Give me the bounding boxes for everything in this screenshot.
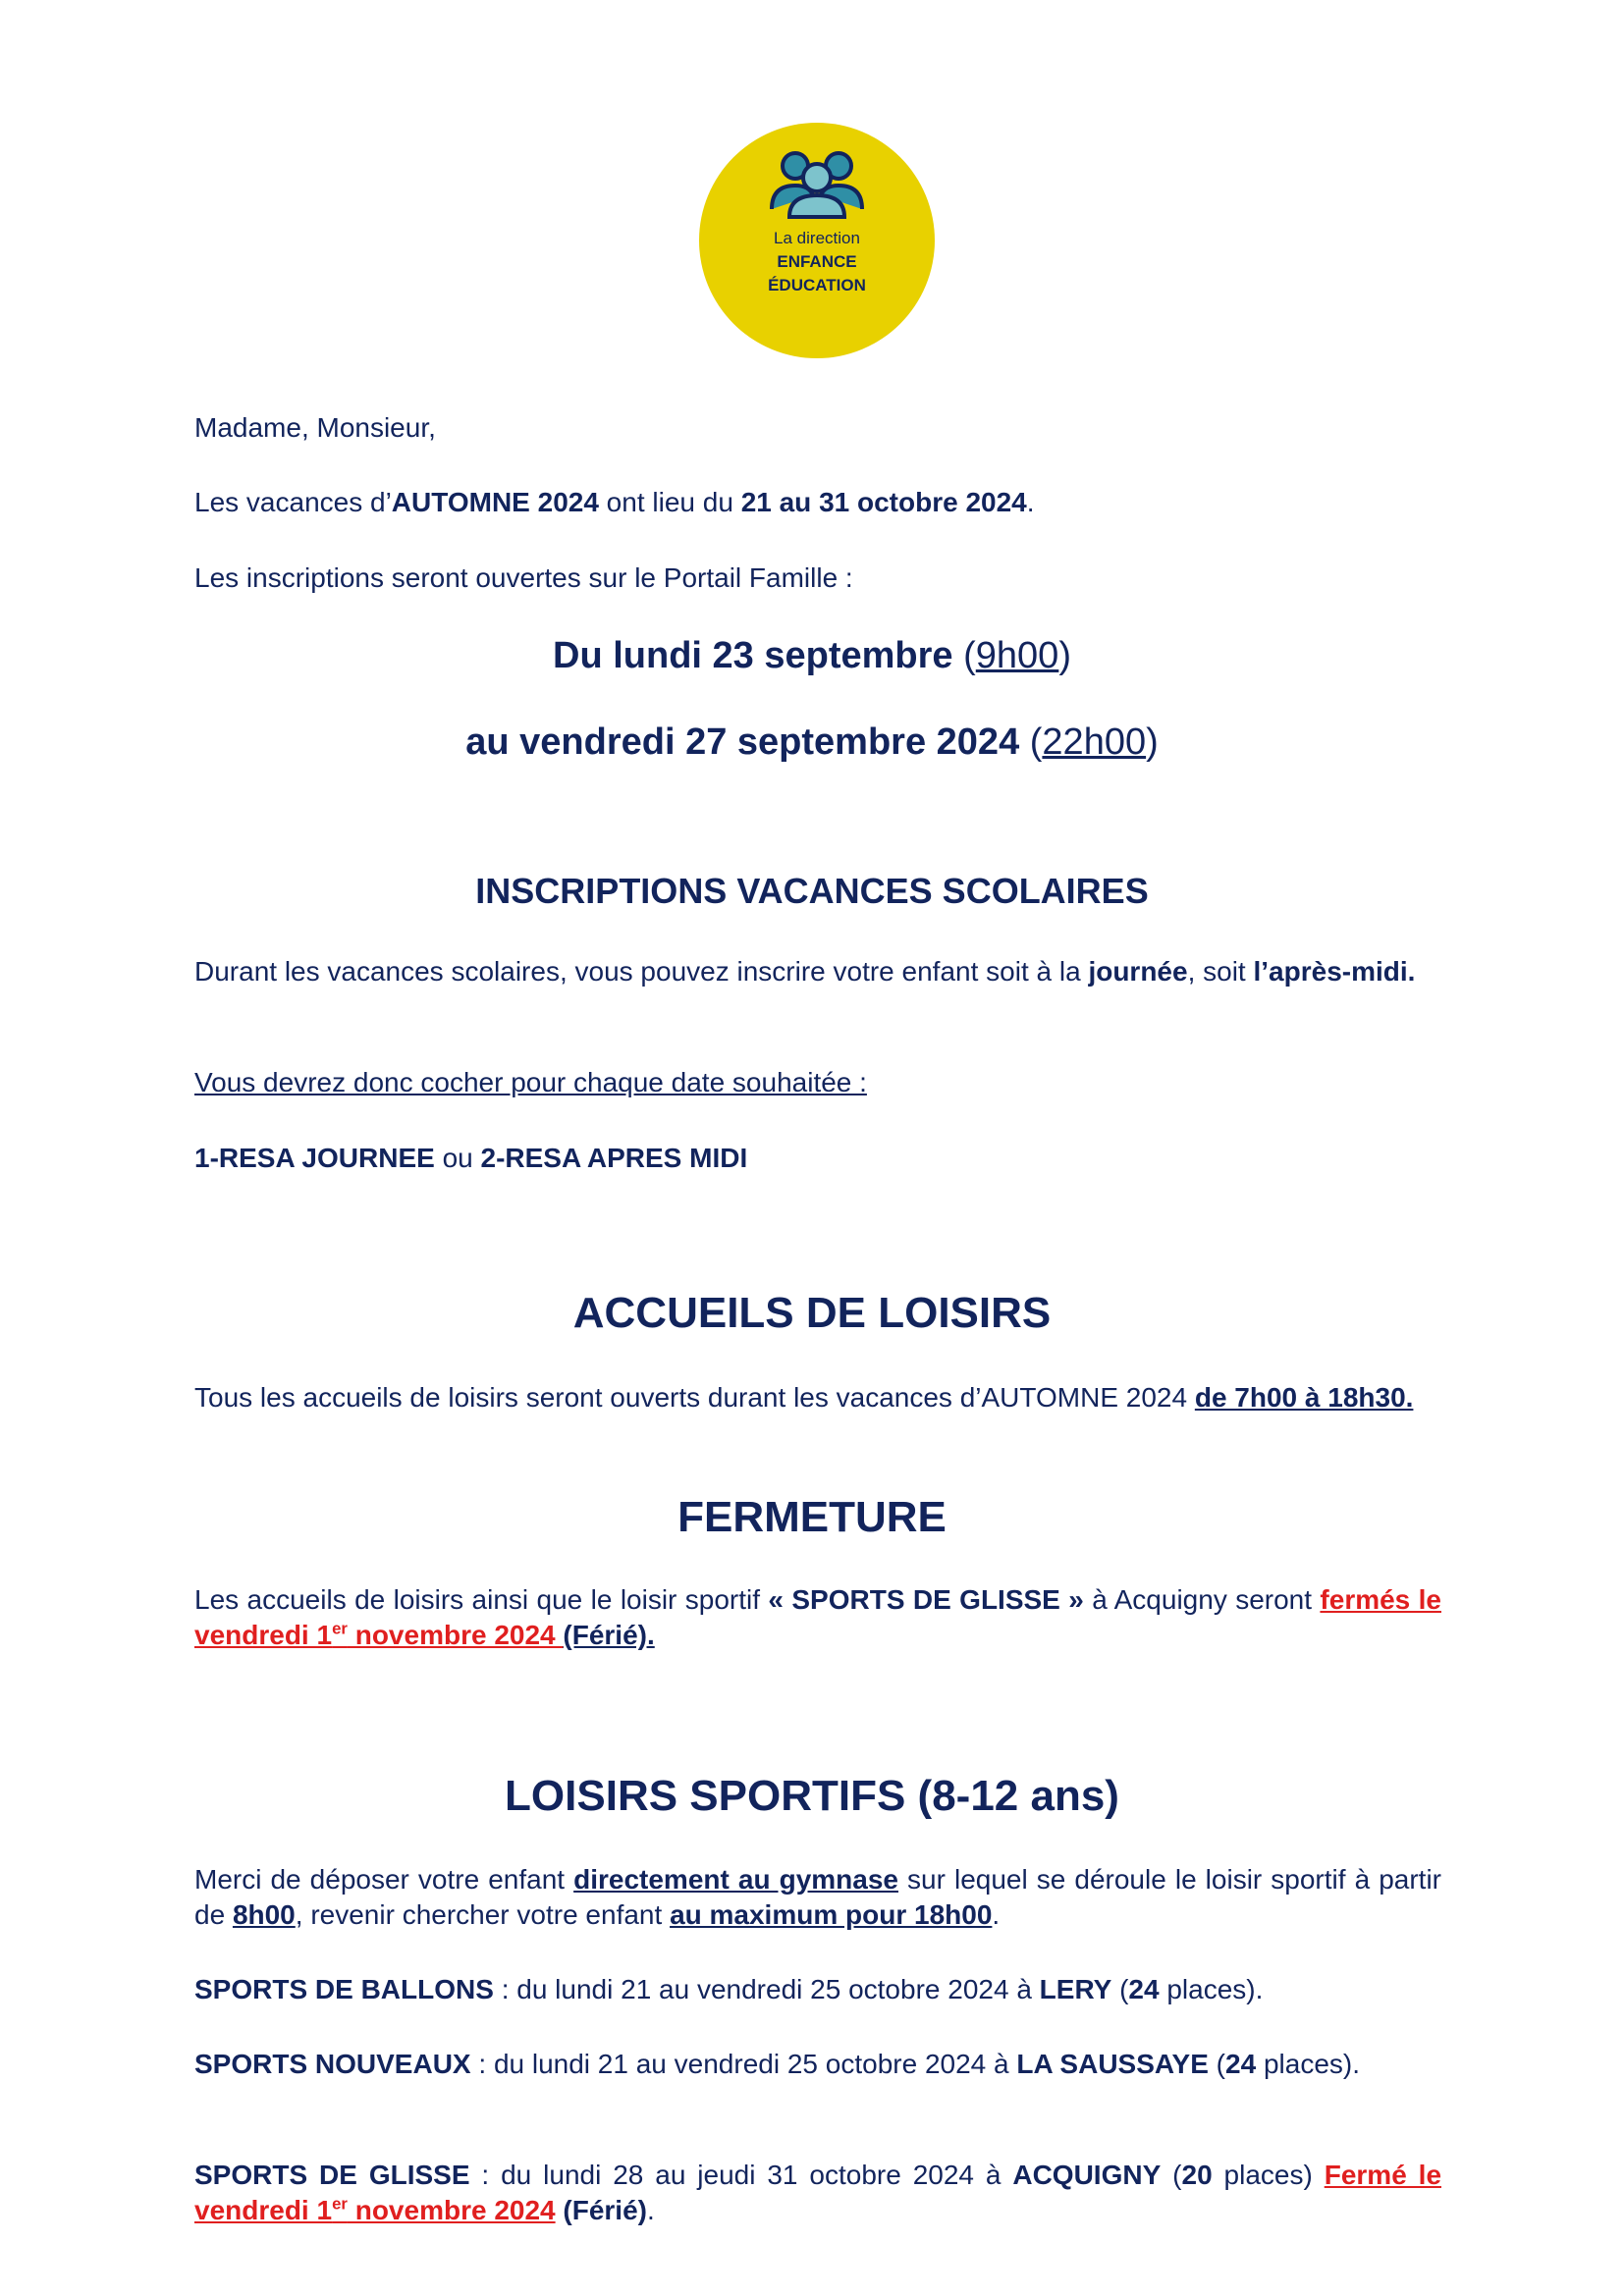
sport-nouveaux: SPORTS NOUVEAUX : du lundi 21 au vendredi 25 octobre 2024 à LA SAUSSAYE (24 places). (194, 2049, 1360, 2079)
sport-glisse: SPORTS DE GLISSE : du lundi 28 au jeudi 31 octobre 2024 à ACQUIGNY (20 places) Fermé le vendredi 1er novembre 2024 (Férié). (194, 2160, 1442, 2225)
portal-line: Les inscriptions seront ouvertes sur le Portail Famille : (194, 562, 853, 593)
inscriptions-paragraph: Durant les vacances scolaires, vous pouvez inscrire votre enfant soit à la journée, soit l’après-midi. (194, 956, 1416, 987)
logo-badge (699, 123, 935, 358)
fermeture-title: FERMETURE (677, 1493, 947, 1541)
intro-paragraph: Les vacances d’AUTOMNE 2024 ont lieu du 21 au 31 octobre 2024. (194, 487, 1035, 517)
reservation-options: 1-RESA JOURNEE ou 2-RESA APRES MIDI (194, 1143, 748, 1173)
people-group-icon (766, 146, 868, 221)
accueils-paragraph: Tous les accueils de loisirs seront ouverts durant les vacances d’AUTOMNE 2024 de 7h00 à 18h30. (194, 1382, 1414, 1413)
sport-ballons: SPORTS DE BALLONS : du lundi 21 au vendredi 25 octobre 2024 à LERY (24 places). (194, 1974, 1264, 2004)
registration-end: au vendredi 27 septembre 2024 (22h00) (465, 721, 1159, 763)
registration-start: Du lundi 23 septembre (9h00) (553, 635, 1071, 676)
salutation: Madame, Monsieur, (194, 412, 436, 443)
inscriptions-title: INSCRIPTIONS VACANCES SCOLAIRES (475, 871, 1149, 911)
sportifs-title: LOISIRS SPORTIFS (8-12 ans) (505, 1772, 1119, 1820)
sportifs-intro: Merci de déposer votre enfant directement au gymnase sur lequel se déroule le loisir sportif à partir de 8h00, revenir chercher votre enfant au maximum pour 18h00. (194, 1864, 1442, 1930)
logo-line-2: ENFANCE (777, 252, 857, 271)
fermeture-paragraph: Les accueils de loisirs ainsi que le loisir sportif « SPORTS DE GLISSE » à Acquigny seront fermés le vendredi 1er novembre 2024 (Férié). (194, 1584, 1441, 1650)
logo-line-1: La direction (774, 229, 860, 247)
logo-line-3: ÉDUCATION (768, 276, 866, 294)
accueils-title: ACCUEILS DE LOISIRS (572, 1289, 1052, 1337)
inscriptions-instruction: Vous devrez donc cocher pour chaque date souhaitée : (194, 1067, 867, 1097)
